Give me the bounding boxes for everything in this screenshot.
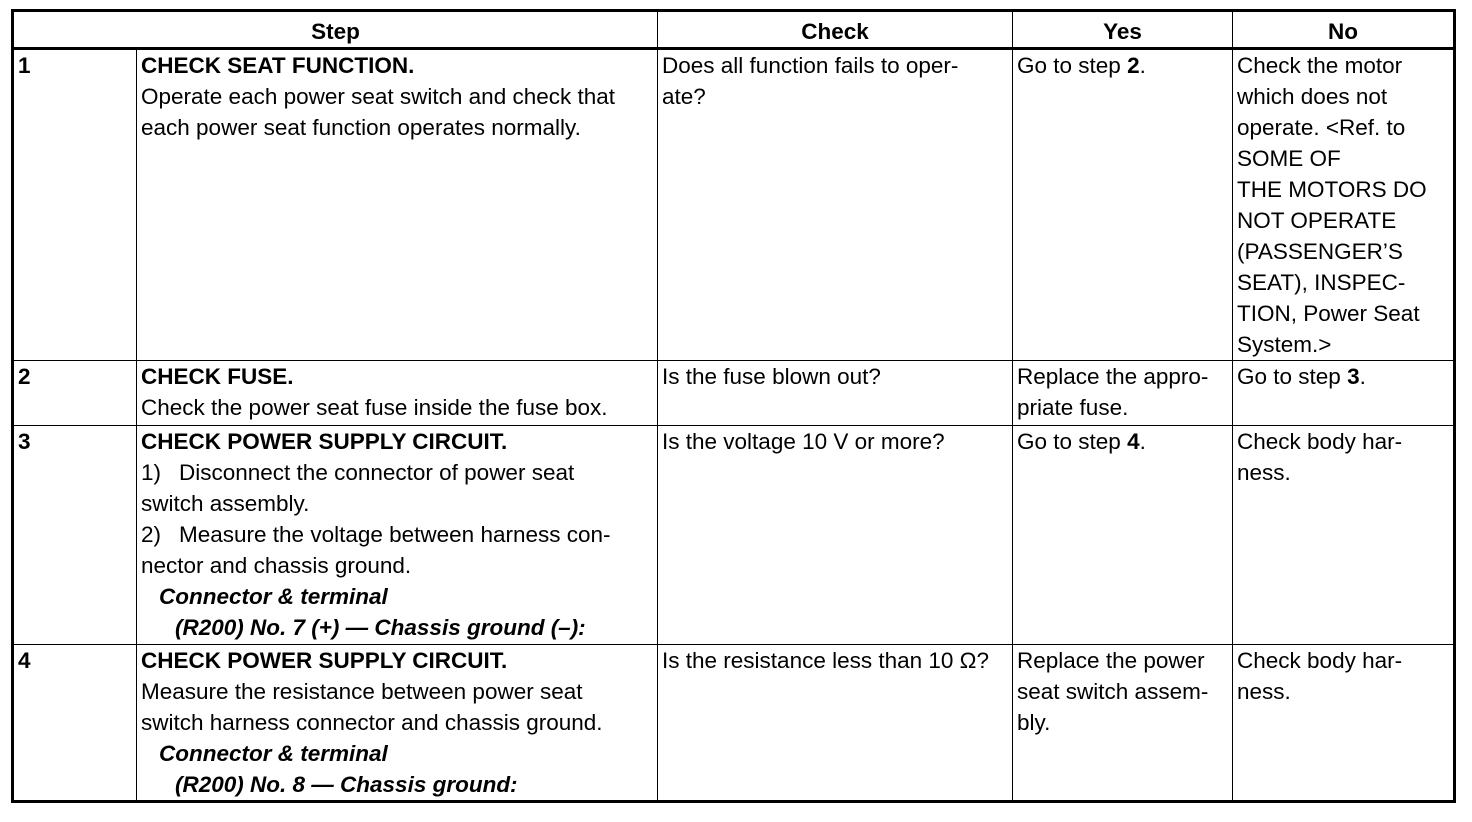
no-text-line: operate. <Ref. to	[1237, 115, 1406, 140]
no-text-line: SEAT), INSPEC-	[1237, 270, 1406, 295]
yes-cell	[1013, 49, 1233, 361]
yes-step-ref: 2	[1127, 53, 1140, 78]
table-row	[13, 426, 1455, 645]
sub-step-text: Disconnect the connector of power seat	[179, 460, 575, 485]
sub-step-number: 2)	[141, 522, 162, 547]
step-description	[137, 49, 658, 361]
sub-step-number: 1)	[141, 460, 162, 485]
yes-cell	[1013, 426, 1233, 645]
step-text-line: Operate each power seat switch and check that	[141, 84, 616, 109]
no-text-line: Check body har-	[1237, 429, 1403, 454]
no-text-line: System.>	[1237, 332, 1332, 357]
no-text-suffix: .	[1359, 364, 1366, 389]
no-text-line: TION, Power Seat	[1237, 301, 1420, 326]
check-text-line: ate?	[662, 84, 706, 109]
header-no: No	[1233, 11, 1455, 49]
step-title: CHECK POWER SUPPLY CIRCUIT.	[141, 429, 508, 454]
yes-step-ref: 4	[1127, 429, 1140, 454]
check-cell	[658, 645, 1013, 802]
header-yes: Yes	[1013, 11, 1233, 49]
yes-text-suffix: .	[1139, 429, 1146, 454]
yes-text: Go to step	[1017, 53, 1128, 78]
sub-step	[141, 457, 653, 488]
diagnostic-table	[11, 9, 1456, 803]
no-text-line: NOT OPERATE	[1237, 208, 1397, 233]
yes-text-line: Replace the power	[1017, 648, 1205, 673]
check-cell	[658, 426, 1013, 645]
step-text-line: each power seat function operates normally.	[141, 115, 581, 140]
check-cell	[658, 49, 1013, 361]
step-title: CHECK SEAT FUNCTION.	[141, 53, 415, 78]
step-text-line: Measure the resistance between power seat	[141, 679, 583, 704]
check-text-line: Is the fuse blown out?	[662, 364, 881, 389]
header-check: Check	[658, 11, 1013, 49]
no-text-line: SOME OF	[1237, 146, 1341, 171]
step-description	[137, 645, 658, 802]
yes-cell	[1013, 645, 1233, 802]
table-row	[13, 49, 1455, 361]
header-step: Step	[13, 11, 658, 49]
yes-text-line: seat switch assem-	[1017, 679, 1209, 704]
step-number: 3	[13, 426, 137, 645]
yes-text-line: bly.	[1017, 710, 1051, 735]
step-number: 2	[13, 361, 137, 426]
step-text-line: switch assembly.	[141, 491, 310, 516]
no-text-line: THE MOTORS DO	[1237, 177, 1427, 202]
check-text-line: Does all function fails to oper-	[662, 53, 959, 78]
check-text-line: Is the resistance less than 10 Ω?	[662, 648, 990, 673]
step-description	[137, 361, 658, 426]
table-row	[13, 645, 1455, 802]
no-text-line: which does not	[1237, 84, 1388, 109]
step-title: CHECK FUSE.	[141, 364, 294, 389]
step-text-line: nector and chassis ground.	[141, 553, 412, 578]
no-text-line: (PASSENGER’S	[1237, 239, 1403, 264]
step-number: 1	[13, 49, 137, 361]
no-cell	[1233, 361, 1455, 426]
no-step-ref: 3	[1347, 364, 1360, 389]
connector-value: (R200) No. 8 — Chassis ground:	[175, 772, 518, 797]
no-text-line: ness.	[1237, 460, 1291, 485]
no-text-line: Check the motor	[1237, 53, 1403, 78]
step-text-line: Check the power seat fuse inside the fuse box.	[141, 395, 608, 420]
sub-step-text: Measure the voltage between harness con-	[179, 522, 611, 547]
step-text-line: switch harness connector and chassis ground.	[141, 710, 603, 735]
check-text-line: Is the voltage 10 V or more?	[662, 429, 945, 454]
no-text-line: Check body har-	[1237, 648, 1403, 673]
connector-value: (R200) No. 7 (+) — Chassis ground (–):	[175, 615, 586, 640]
no-text-line: ness.	[1237, 679, 1291, 704]
yes-cell	[1013, 361, 1233, 426]
connector-label: Connector & terminal	[159, 584, 388, 609]
table-header-row	[13, 11, 1455, 49]
check-cell	[658, 361, 1013, 426]
no-cell	[1233, 645, 1455, 802]
yes-text-suffix: .	[1139, 53, 1146, 78]
no-cell	[1233, 426, 1455, 645]
table-row	[13, 361, 1455, 426]
yes-text-line: Replace the appro-	[1017, 364, 1209, 389]
sub-step	[141, 519, 653, 550]
no-cell	[1233, 49, 1455, 361]
step-description	[137, 426, 658, 645]
connector-label: Connector & terminal	[159, 741, 388, 766]
yes-text: Go to step	[1017, 429, 1128, 454]
yes-text-line: priate fuse.	[1017, 395, 1129, 420]
step-title: CHECK POWER SUPPLY CIRCUIT.	[141, 648, 508, 673]
no-text: Go to step	[1237, 364, 1348, 389]
step-number: 4	[13, 645, 137, 802]
